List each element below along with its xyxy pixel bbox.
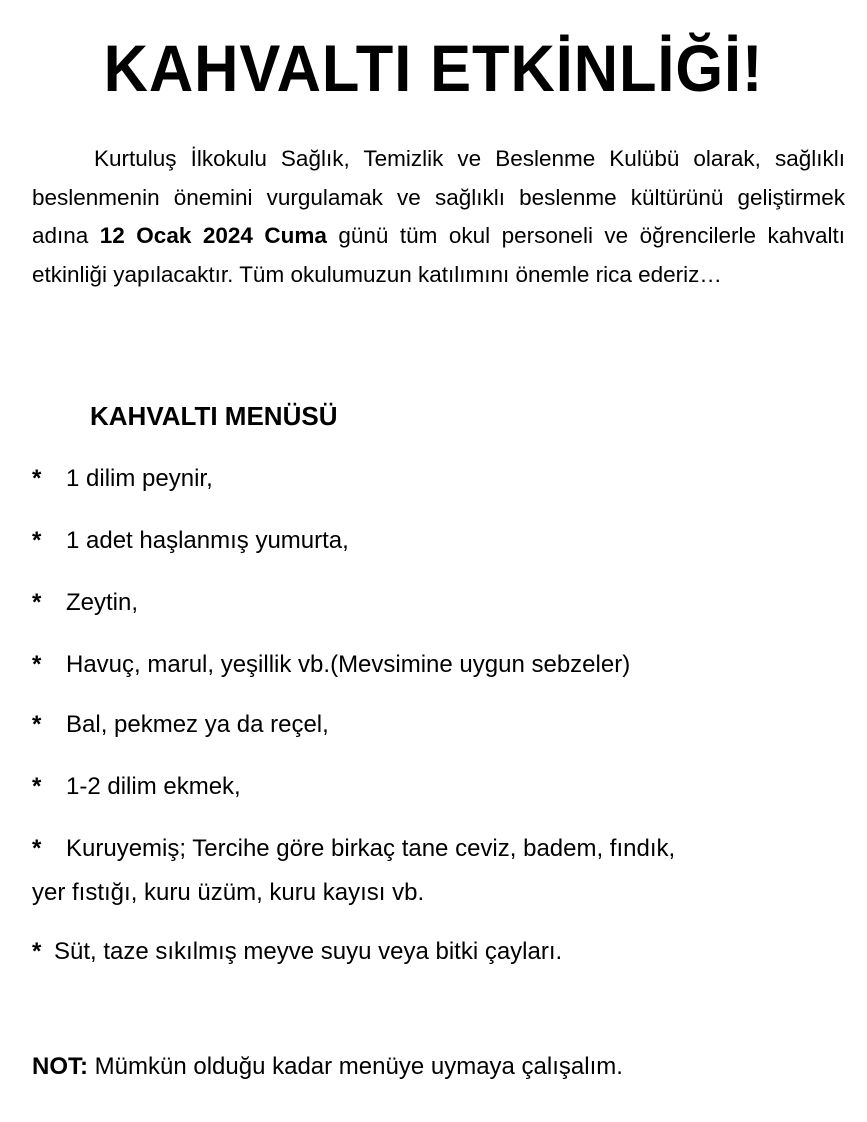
menu-item: [32, 648, 630, 682]
intro-text-start: Kurtuluş İlkokulu Sağlık, Temizlik ve Beslenme Kulübü olarak, sağlıklı beslenmenin önemini vurgulamak ve sağlıklı beslenme kültürünü geliştirmek adına: [32, 146, 845, 248]
menu-item-label: Zeytin,: [66, 589, 139, 616]
bullet-asterisk: *: [32, 711, 42, 738]
menu-item: [32, 462, 213, 496]
bullet-asterisk: *: [32, 465, 42, 492]
menu-item-continuation: yer fıstığı, kuru üzüm, kuru kayısı vb.: [32, 879, 425, 906]
menu-heading: KAHVALTI MENÜSÜ: [90, 401, 338, 431]
menu-item-label: Bal, pekmez ya da reçel,: [66, 711, 329, 738]
note-line: [32, 1050, 623, 1084]
menu-item-label: 1 dilim peynir,: [66, 465, 213, 492]
note-text: Mümkün olduğu kadar menüye uymaya çalışalım.: [88, 1053, 623, 1080]
menu-item: [32, 770, 241, 804]
bullet-asterisk: *: [32, 773, 42, 800]
menu-item-label: Süt, taze sıkılmış meyve suyu veya bitki çayları.: [54, 938, 563, 965]
menu-item-label: 1-2 dilim ekmek,: [66, 773, 241, 800]
bullet-asterisk: *: [32, 835, 42, 862]
menu-item-label: Havuç, marul, yeşillik vb.(Mevsimine uygun sebzeler): [66, 651, 631, 678]
menu-item-label: Kuruyemiş; Tercihe göre birkaç tane ceviz, badem, fındık,: [66, 835, 676, 862]
menu-item: [32, 524, 349, 558]
menu-item: [32, 708, 329, 742]
event-date: 12 Ocak 2024 Cuma: [99, 223, 327, 248]
menu-item: [32, 832, 675, 866]
bullet-asterisk: *: [32, 527, 42, 554]
note-label: NOT:: [32, 1053, 88, 1080]
menu-item: [32, 586, 138, 620]
menu-item: [32, 935, 562, 969]
bullet-asterisk: *: [32, 651, 42, 678]
menu-item-label: 1 adet haşlanmış yumurta,: [66, 527, 349, 554]
intro-text-end: günü tüm okul personeli ve öğrencilerle kahvaltı etkinliği yapılacaktır. Tüm okulumuzun katılımını önemle rica ederiz…: [32, 223, 845, 287]
bullet-asterisk: *: [32, 589, 42, 616]
page-title: KAHVALTI ETKİNLİĞİ!: [103, 31, 764, 105]
bullet-asterisk: *: [32, 938, 42, 965]
intro-paragraph: [32, 140, 845, 294]
